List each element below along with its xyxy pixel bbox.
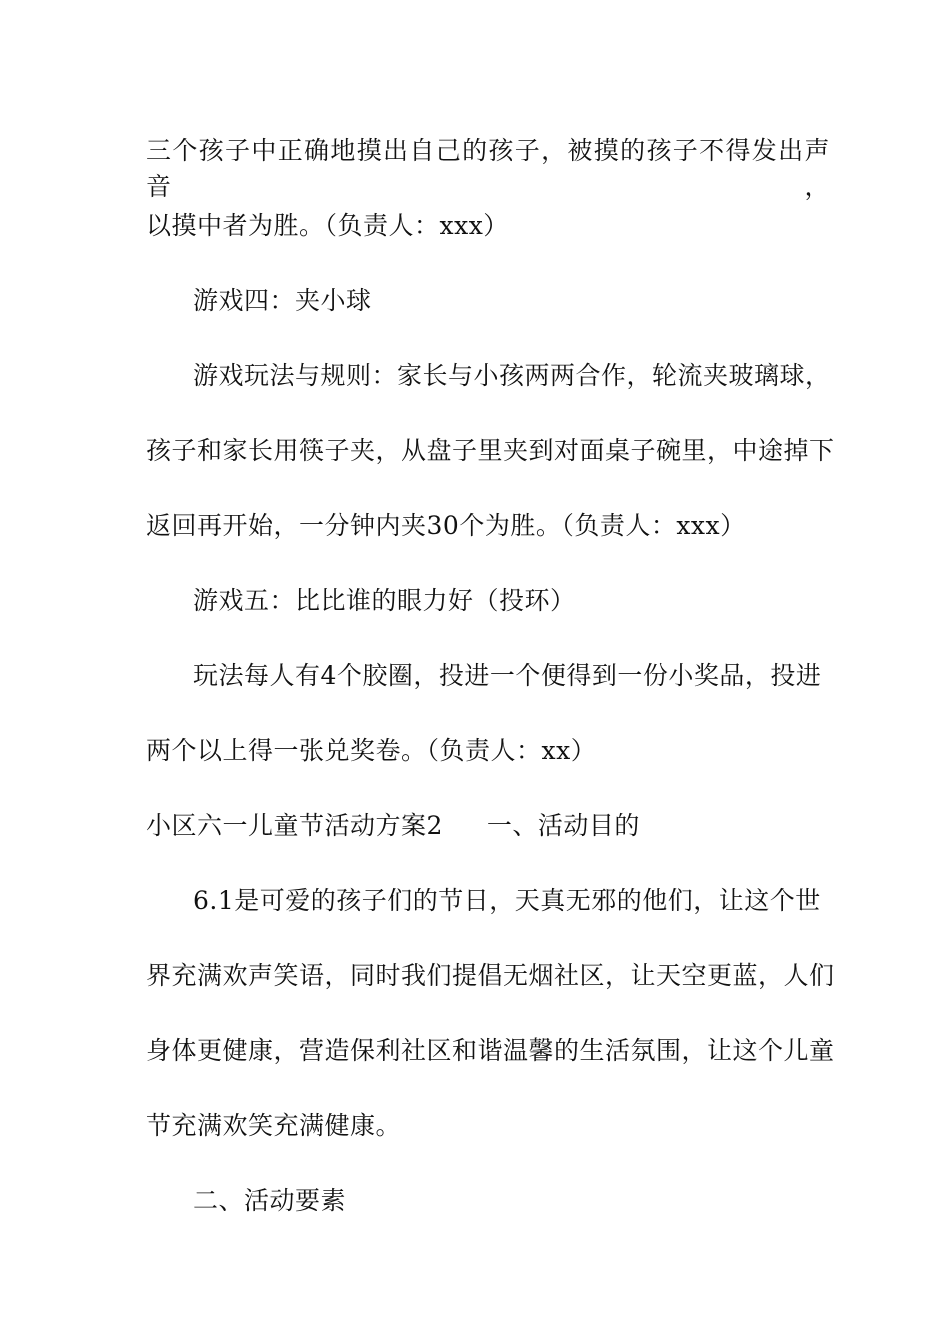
paragraph-line-10: 身体更健康，营造保利社区和谐温馨的生活氛围，让这个儿童 bbox=[146, 1036, 835, 1065]
paragraph-line-6: 玩法每人有4个胶圈，投进一个便得到一份小奖品，投进 bbox=[193, 661, 822, 690]
section-two-title: 二、活动要素 bbox=[193, 1186, 347, 1215]
paragraph-line-11: 节充满欢笑充满健康。 bbox=[146, 1111, 402, 1140]
game-four-title: 游戏四：夹小球 bbox=[193, 286, 372, 315]
paragraph-line-5: 返回再开始，一分钟内夹30个为胜。（负责人：xxx） bbox=[146, 511, 746, 540]
section-heading-row bbox=[146, 808, 836, 844]
game-five-title: 游戏五：比比谁的眼力好（投环） bbox=[193, 586, 576, 615]
paragraph-line-7: 两个以上得一张兑奖卷。（负责人：xx） bbox=[146, 736, 597, 765]
paragraph-line-1: 三个孩子中正确地摸出自己的孩子，被摸的孩子不得发出声音， bbox=[146, 136, 830, 201]
paragraph-line-3: 游戏玩法与规则：家长与小孩两两合作，轮流夹玻璃球， bbox=[193, 361, 831, 390]
section-title: 一、活动目的 bbox=[486, 811, 640, 840]
paragraph-line-9: 界充满欢声笑语，同时我们提倡无烟社区，让天空更蓝，人们 bbox=[146, 961, 835, 990]
paragraph-line-2: 以摸中者为胜。（负责人：xxx） bbox=[146, 211, 509, 240]
paragraph-line-4: 孩子和家长用筷子夹，从盘子里夹到对面桌子碗里，中途掉下 bbox=[146, 436, 835, 465]
paragraph-line-8: 6.1是可爱的孩子们的节日，天真无邪的他们，让这个世 bbox=[193, 886, 821, 915]
document-title: 小区六一儿童节活动方案2 bbox=[146, 811, 443, 840]
